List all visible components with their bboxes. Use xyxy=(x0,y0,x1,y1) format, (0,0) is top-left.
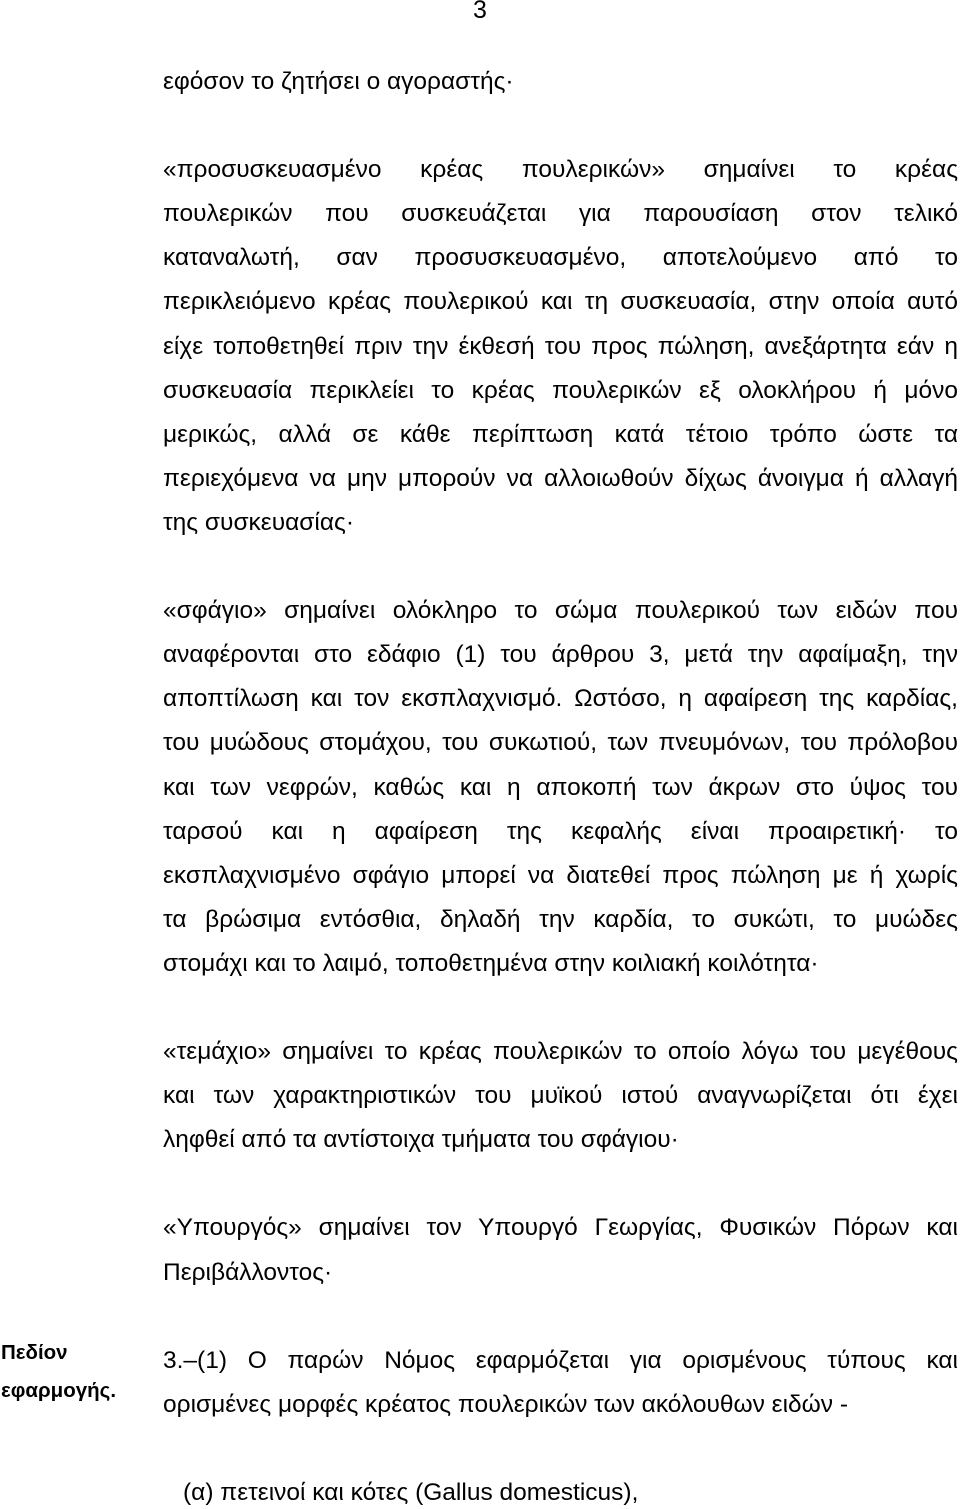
text-line: «Υπουργός» σημαίνει τον Υπουργό Γεωργίας, Φυσικών Πόρων και xyxy=(163,1214,958,1242)
margin-heading-line: εφαρμογής. xyxy=(1,1379,117,1402)
text-line: τα βρώσιμα εντόσθια, δηλαδή την καρδία, το συκώτι, το μυώδες xyxy=(163,905,958,933)
text-line: ληφθεί από τα αντίστοιχα τμήματα του σφάγιου· xyxy=(163,1126,679,1154)
text-line: «σφάγιο» σημαίνει ολόκληρο το σώμα πουλερικού των ειδών που xyxy=(163,597,958,625)
text-line: είχε τοποθετηθεί πριν την έκθεσή του προς πώληση, ανεξάρτητα εάν η xyxy=(163,332,958,360)
text-line: της συσκευασίας· xyxy=(163,508,354,536)
text-line: «τεμάχιο» σημαίνει το κρέας πουλερικών το οποίο λόγω του μεγέθους xyxy=(163,1038,958,1066)
definition-cut xyxy=(163,1030,958,1162)
text-line: εκσπλαχνισμένο σφάγιο μπορεί να διατεθεί προς πώληση με ή χωρίς xyxy=(163,861,958,889)
text-line: αποπτίλωση και τον εκσπλαχνισμό. Ωστόσο, η αφαίρεση της καρδίας, xyxy=(163,685,958,713)
definition-carcass xyxy=(163,589,958,986)
text-line: 3.–(1) Ο παρών Νόμος εφαρμόζεται για ορισμένους τύπους και xyxy=(163,1346,958,1374)
text-line: πουλερικών που συσκευάζεται για παρουσίαση στον τελικό xyxy=(163,200,958,228)
text-line: ταρσού και η αφαίρεση της κεφαλής είναι προαιρετική· το xyxy=(163,817,958,845)
text-line: του μυώδους στομάχου, του συκωτιού, των πνευμόνων, του πρόλοβου xyxy=(163,729,958,757)
text-line: στομάχι και το λαιμό, τοποθετημένα στην κοιλιακή κοιλότητα· xyxy=(163,949,819,977)
intro-paragraph xyxy=(163,60,958,104)
text-line: περικλειόμενο κρέας πουλερικού και τη συσκευασία, στην οποία αυτό xyxy=(163,288,958,316)
text-line: συσκευασία περικλείει το κρέας πουλερικών εξ ολοκλήρου ή μόνο xyxy=(163,376,958,404)
text-line: Περιβάλλοντος· xyxy=(163,1258,333,1286)
text-line: εφόσον το ζητήσει ο αγοραστής· xyxy=(163,68,514,95)
section-scope xyxy=(163,1339,958,1427)
text-line: «προσυσκευασμένο κρέας πουλερικών» σημαίνει το κρέας xyxy=(163,156,958,184)
text-line: και των νεφρών, καθώς και η αποκοπή των άκρων στο ύψος του xyxy=(163,773,958,801)
definition-minister xyxy=(163,1206,958,1294)
text-line: ορισμένες μορφές κρέατος πουλερικών των ακόλουθων ειδών - xyxy=(163,1390,849,1418)
text-line: μερικώς, αλλά σε κάθε περίπτωση κατά τέτοιο τρόπο ώστε τα xyxy=(163,420,958,448)
document-body xyxy=(163,60,958,1507)
margin-heading-line: Πεδίον xyxy=(1,1341,68,1364)
margin-heading xyxy=(1,1334,151,1410)
text-line: και των χαρακτηριστικών του μυϊκού ιστού αναγνωρίζεται ότι έχει xyxy=(163,1082,958,1110)
list-item: (α) πετεινοί και κότες (Gallus domesticus), xyxy=(183,1479,639,1507)
definition-prepackaged-meat xyxy=(163,148,958,545)
text-line: αναφέρονται στο εδάφιο (1) του άρθρου 3, μετά την αφαίμαξη, την xyxy=(163,641,958,669)
text-line: περιεχόμενα να μην μπορούν να αλλοιωθούν δίχως άνοιγμα ή αλλαγή xyxy=(163,464,958,492)
text-line: καταναλωτή, σαν προσυσκευασμένο, αποτελούμενο από το xyxy=(163,244,958,272)
page-number: 3 xyxy=(473,0,487,24)
